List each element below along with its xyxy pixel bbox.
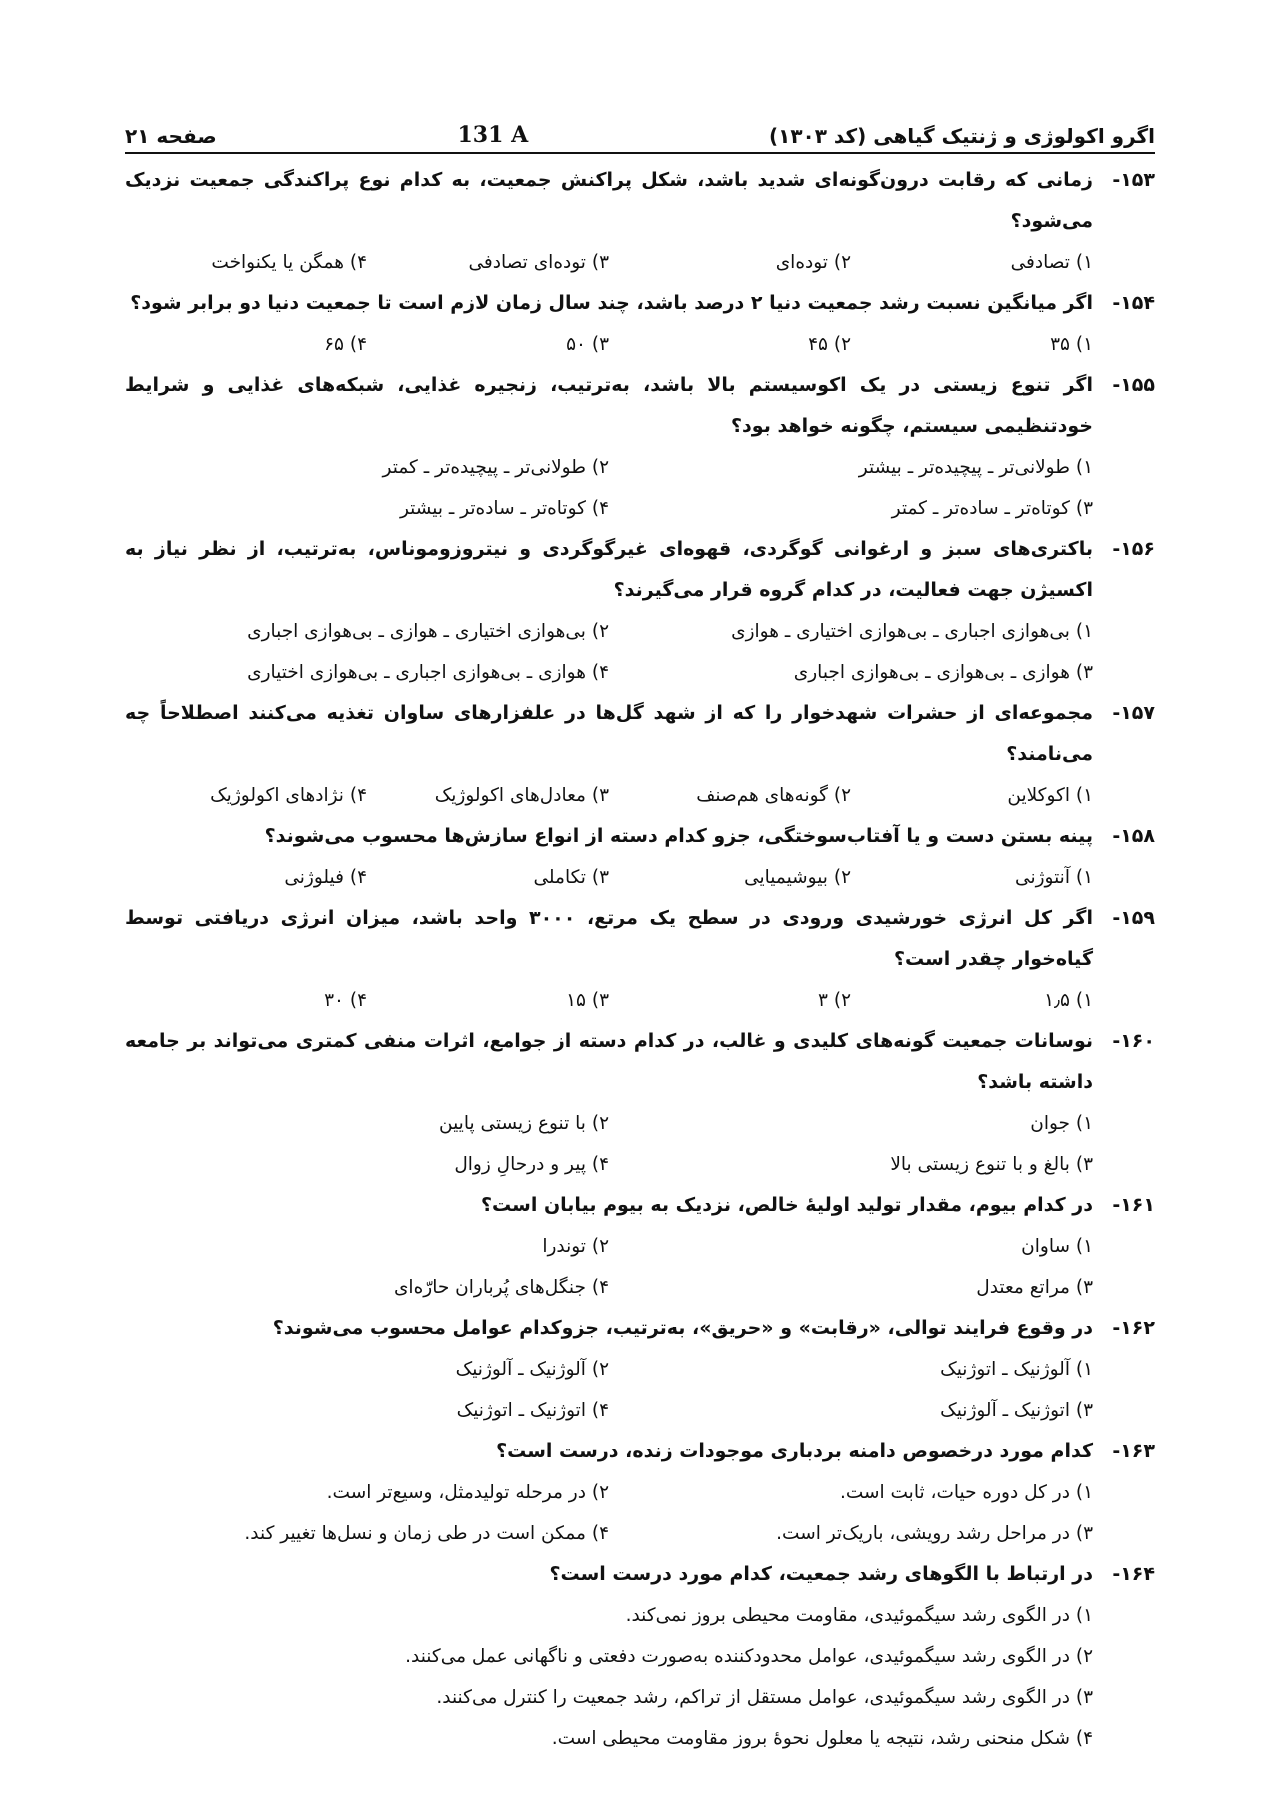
answer-option[interactable]: ۲) بیوشیمیایی bbox=[744, 867, 851, 888]
question-text: زمانی که رقابت درون‌گونه‌ای شدید باشد، شکل پراکنش جمعیت، به کدام نوع پراکندگی جمعیت نزدیک می‌شود؟ bbox=[125, 169, 1093, 232]
question-item bbox=[125, 1021, 1155, 1185]
question-line bbox=[125, 898, 1155, 980]
answer-option[interactable]: ۳) هوازی ـ بی‌هوازی ـ بی‌هوازی اجباری bbox=[793, 662, 1093, 683]
question-number: ۱۵۴- bbox=[1112, 292, 1155, 314]
answer-option[interactable]: ۴) شکل منحنی رشد، نتیجه یا معلول نحوهٔ بروز مقاومت محیطی است. bbox=[551, 1728, 1093, 1749]
answer-option[interactable]: ۳) در مراحل رشد رویشی، باریک‌تر است. bbox=[776, 1523, 1093, 1544]
question-line bbox=[125, 1554, 1155, 1595]
question-line bbox=[125, 816, 1155, 857]
answer-option[interactable]: ۲) توده‌ای bbox=[775, 252, 851, 273]
answer-option[interactable]: ۳) در الگوی رشد سیگموئیدی، عوامل مستقل از تراکم، رشد جمعیت را کنترل می‌کنند. bbox=[436, 1687, 1093, 1708]
answer-option[interactable]: ۴) ممکن است در طی زمان و نسل‌ها تغییر کند. bbox=[244, 1523, 609, 1544]
answer-options bbox=[125, 611, 1093, 693]
exam-page bbox=[125, 112, 1155, 1759]
exam-title: اگرو اکولوژی و ژنتیک گیاهی (کد ۱۳۰۳) bbox=[768, 124, 1155, 148]
question-text: اگر تنوع زیستی در یک اکوسیستم بالا باشد، به‌ترتیب، زنجیره غذایی، شبکه‌های غذایی و شرایط خودتنظیمی سیستم، چگونه خواهد بود؟ bbox=[125, 374, 1093, 437]
answer-option[interactable]: ۴) جنگل‌های پُرباران حارّه‌ای bbox=[393, 1277, 609, 1298]
question-item bbox=[125, 283, 1155, 365]
question-item bbox=[125, 1554, 1155, 1759]
answer-option[interactable]: ۲) در مرحله تولیدمثل، وسیع‌تر است. bbox=[326, 1482, 609, 1503]
question-item bbox=[125, 160, 1155, 283]
answer-option[interactable]: ۱) اکوکلاین bbox=[1007, 785, 1093, 806]
question-text: اگر کل انرژی خورشیدی ورودی در سطح یک مرتع، ۳۰۰۰ واحد باشد، میزان انرژی دریافتی توسط گیاه‌خوار چقدر است؟ bbox=[125, 907, 1093, 970]
answer-options bbox=[125, 242, 1093, 283]
question-number: ۱۶۱- bbox=[1112, 1194, 1155, 1216]
answer-option[interactable]: ۲) گونه‌های هم‌صنف bbox=[696, 785, 851, 806]
question-list bbox=[125, 160, 1155, 1759]
question-number: ۱۵۸- bbox=[1112, 825, 1155, 847]
question-line bbox=[125, 283, 1155, 324]
answer-option[interactable]: ۴) همگن یا یکنواخت bbox=[211, 252, 367, 273]
answer-option[interactable]: ۳) مراتع معتدل bbox=[976, 1277, 1093, 1298]
answer-option[interactable]: ۱) آنتوژنی bbox=[1015, 867, 1093, 888]
answer-option[interactable]: ۲) در الگوی رشد سیگموئیدی، عوامل محدودکننده به‌صورت دفعتی و ناگهانی عمل می‌کنند. bbox=[405, 1646, 1093, 1667]
question-text: در وقوع فرایند توالی، «رقابت» و «حریق»، به‌ترتیب، جزوکدام عوامل محسوب می‌شوند؟ bbox=[272, 1317, 1093, 1339]
question-text: کدام مورد درخصوص دامنه بردباری موجودات زنده، درست است؟ bbox=[496, 1440, 1093, 1462]
question-text: اگر میانگین نسبت رشد جمعیت دنیا ۲ درصد باشد، چند سال زمان لازم است تا جمعیت دنیا دو برابر شود؟ bbox=[130, 292, 1093, 314]
question-number: ۱۵۹- bbox=[1112, 907, 1155, 929]
question-line bbox=[125, 1185, 1155, 1226]
answer-option[interactable]: ۴) اتوژنیک ـ اتوژنیک bbox=[456, 1400, 609, 1421]
answer-option[interactable]: ۳) توده‌ای تصادفی bbox=[468, 252, 609, 273]
question-item bbox=[125, 365, 1155, 529]
question-number: ۱۶۲- bbox=[1112, 1317, 1155, 1339]
answer-option[interactable]: ۲) طولانی‌تر ـ پیچیده‌تر ـ کمتر bbox=[382, 457, 609, 478]
answer-option[interactable]: ۲) توندرا bbox=[542, 1236, 609, 1257]
answer-options bbox=[125, 1472, 1093, 1554]
question-text: در ارتباط با الگوهای رشد جمعیت، کدام مورد درست است؟ bbox=[549, 1563, 1093, 1585]
question-text: باکتری‌های سبز و ارغوانی گوگردی، قهوه‌ای غیرگوگردی و نیتروزوموناس، به‌ترتیب، از نظر نیاز به اکسیژن جهت فعالیت، در کدام گروه قرار می‌گیرند؟ bbox=[125, 538, 1093, 601]
answer-option[interactable]: ۳) کوتاه‌تر ـ ساده‌تر ـ کمتر bbox=[891, 498, 1093, 519]
question-line bbox=[125, 365, 1155, 447]
answer-option[interactable]: ۲) با تنوع زیستی پایین bbox=[439, 1113, 609, 1134]
question-item bbox=[125, 693, 1155, 816]
answer-option[interactable]: ۱) جوان bbox=[1030, 1113, 1093, 1134]
question-line bbox=[125, 1021, 1155, 1103]
question-number: ۱۶۳- bbox=[1112, 1440, 1155, 1462]
answer-option[interactable]: ۲) ۳ bbox=[818, 990, 851, 1011]
question-item bbox=[125, 898, 1155, 1021]
booklet-code: 131 A bbox=[457, 122, 529, 148]
question-number: ۱۵۷- bbox=[1112, 702, 1155, 724]
answer-option[interactable]: ۴) پیر و درحالِ زوال bbox=[454, 1154, 609, 1175]
answer-options bbox=[125, 447, 1093, 529]
answer-option[interactable]: ۴) فیلوژنی bbox=[284, 867, 367, 888]
answer-option[interactable]: ۳) معادل‌های اکولوژیک bbox=[434, 785, 609, 806]
question-text: پینه بستن دست و یا آفتاب‌سوختگی، جزو کدام دسته از انواع سازش‌ها محسوب می‌شوند؟ bbox=[264, 825, 1093, 847]
answer-options bbox=[125, 775, 1093, 816]
answer-option[interactable]: ۱) ۱٫۵ bbox=[1044, 990, 1093, 1011]
answer-option[interactable]: ۱) در کل دوره حیات، ثابت است. bbox=[839, 1482, 1093, 1503]
answer-option[interactable]: ۴) ۳۰ bbox=[324, 990, 367, 1011]
answer-option[interactable]: ۳) تکاملی bbox=[533, 867, 609, 888]
answer-option[interactable]: ۳) ۱۵ bbox=[566, 990, 609, 1011]
question-number: ۱۵۵- bbox=[1112, 374, 1155, 396]
answer-option[interactable]: ۴) هوازی ـ بی‌هوازی اجباری ـ بی‌هوازی اختیاری bbox=[247, 662, 609, 683]
answer-option[interactable]: ۱) طولانی‌تر ـ پیچیده‌تر ـ بیشتر bbox=[858, 457, 1093, 478]
question-item bbox=[125, 816, 1155, 898]
answer-option[interactable]: ۱) در الگوی رشد سیگموئیدی، مقاومت محیطی بروز نمی‌کند. bbox=[625, 1605, 1093, 1626]
question-line bbox=[125, 160, 1155, 242]
question-text: نوسانات جمعیت گونه‌های کلیدی و غالب، در کدام دسته از جوامع، اثرات منفی کمتری می‌تواند بر جامعه داشته باشد؟ bbox=[125, 1030, 1093, 1093]
answer-options bbox=[125, 857, 1093, 898]
answer-option[interactable]: ۱) آلوژنیک ـ اتوژنیک bbox=[940, 1359, 1093, 1380]
page-header bbox=[125, 112, 1155, 154]
answer-option[interactable]: ۱) ساوان bbox=[1021, 1236, 1093, 1257]
page-number: صفحه ۲۱ bbox=[125, 124, 217, 148]
question-number: ۱۶۴- bbox=[1112, 1563, 1155, 1585]
question-item bbox=[125, 529, 1155, 693]
question-number: ۱۵۳- bbox=[1112, 169, 1155, 191]
answer-options bbox=[125, 1226, 1093, 1308]
answer-options bbox=[125, 1595, 1093, 1759]
question-text: در کدام بیوم، مقدار تولید اولیهٔ خالص، نزدیک به بیوم بیابان است؟ bbox=[481, 1194, 1093, 1216]
answer-option[interactable]: ۴) نژادهای اکولوژیک bbox=[210, 785, 367, 806]
answer-option[interactable]: ۲) بی‌هوازی اختیاری ـ هوازی ـ بی‌هوازی اجباری bbox=[247, 621, 609, 642]
question-line bbox=[125, 529, 1155, 611]
answer-options bbox=[125, 324, 1093, 365]
question-line bbox=[125, 1431, 1155, 1472]
question-number: ۱۶۰- bbox=[1112, 1030, 1155, 1052]
answer-options bbox=[125, 980, 1093, 1021]
question-text: مجموعه‌ای از حشرات شهدخوار را که از شهد گل‌ها در علفزارهای ساوان تغذیه می‌کنند اصطلاحاً چه می‌نامند؟ bbox=[125, 702, 1093, 765]
question-line bbox=[125, 1308, 1155, 1349]
question-item bbox=[125, 1431, 1155, 1554]
answer-option[interactable]: ۲) ۴۵ bbox=[808, 334, 851, 355]
answer-option[interactable]: ۱) ۳۵ bbox=[1050, 334, 1093, 355]
answer-option[interactable]: ۴) کوتاه‌تر ـ ساده‌تر ـ بیشتر bbox=[399, 498, 609, 519]
answer-option[interactable]: ۴) ۶۵ bbox=[324, 334, 367, 355]
question-item bbox=[125, 1185, 1155, 1308]
answer-options bbox=[125, 1349, 1093, 1431]
answer-option[interactable]: ۱) تصادفی bbox=[1010, 252, 1093, 273]
question-line bbox=[125, 693, 1155, 775]
answer-option[interactable]: ۳) اتوژنیک ـ آلوژنیک bbox=[940, 1400, 1093, 1421]
answer-option[interactable]: ۳) بالغ و با تنوع زیستی بالا bbox=[890, 1154, 1093, 1175]
answer-options bbox=[125, 1103, 1093, 1185]
question-item bbox=[125, 1308, 1155, 1431]
question-number: ۱۵۶- bbox=[1112, 538, 1155, 560]
answer-option[interactable]: ۲) آلوژنیک ـ آلوژنیک bbox=[455, 1359, 609, 1380]
answer-option[interactable]: ۳) ۵۰ bbox=[566, 334, 609, 355]
answer-option[interactable]: ۱) بی‌هوازی اجباری ـ بی‌هوازی اختیاری ـ هوازی bbox=[731, 621, 1093, 642]
